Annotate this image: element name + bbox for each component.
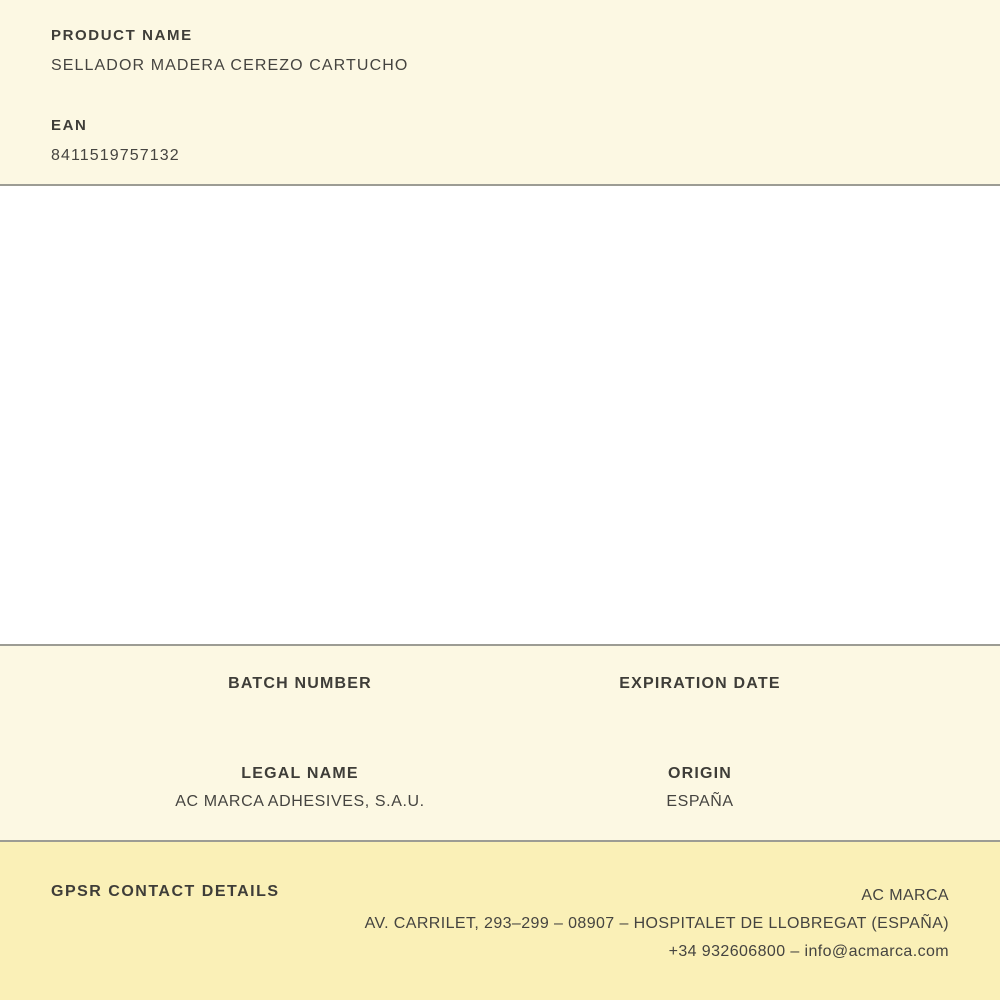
phone-email-separator: – [790, 943, 800, 960]
contact-company: AC MARCA [861, 887, 949, 904]
contact-info [365, 882, 949, 966]
product-name-field [51, 26, 949, 76]
origin-label: ORIGIN [667, 765, 733, 782]
batch-number-value [100, 702, 500, 722]
batch-number-label: BATCH NUMBER [228, 675, 372, 692]
origin-value: ESPAÑA [666, 793, 734, 810]
expiration-date-label: EXPIRATION DATE [619, 675, 781, 692]
product-image-area [0, 186, 1000, 644]
legal-name-field [100, 764, 500, 812]
product-name-value: SELLADOR MADERA CEREZO CARTUCHO [51, 57, 409, 74]
product-details-section [0, 646, 1000, 840]
ean-field [51, 116, 949, 166]
ean-label: EAN [51, 117, 88, 134]
details-grid [100, 674, 900, 812]
contact-address: AV. CARRILET, 293–299 – 08907 – HOSPITALET DE LLOBREGAT (ESPAÑA) [364, 915, 949, 932]
legal-name-value: AC MARCA ADHESIVES, S.A.U. [175, 793, 425, 810]
product-header-section [0, 0, 1000, 184]
legal-name-label: LEGAL NAME [241, 765, 359, 782]
expiration-date-field [500, 674, 900, 722]
gpsr-contact-details-label: GPSR CONTACT DETAILS [51, 883, 280, 900]
gpsr-contact-section [0, 842, 1000, 1000]
ean-value: 8411519757132 [51, 147, 180, 164]
product-name-label: PRODUCT NAME [51, 27, 193, 44]
origin-field [500, 764, 900, 812]
expiration-date-value [500, 702, 900, 722]
contact-row [51, 882, 949, 966]
contact-email-link[interactable]: info@acmarca.com [804, 943, 949, 960]
contact-phone: +34 932606800 [668, 943, 786, 960]
contact-phone-email-line [365, 938, 949, 966]
batch-number-field [100, 674, 500, 722]
